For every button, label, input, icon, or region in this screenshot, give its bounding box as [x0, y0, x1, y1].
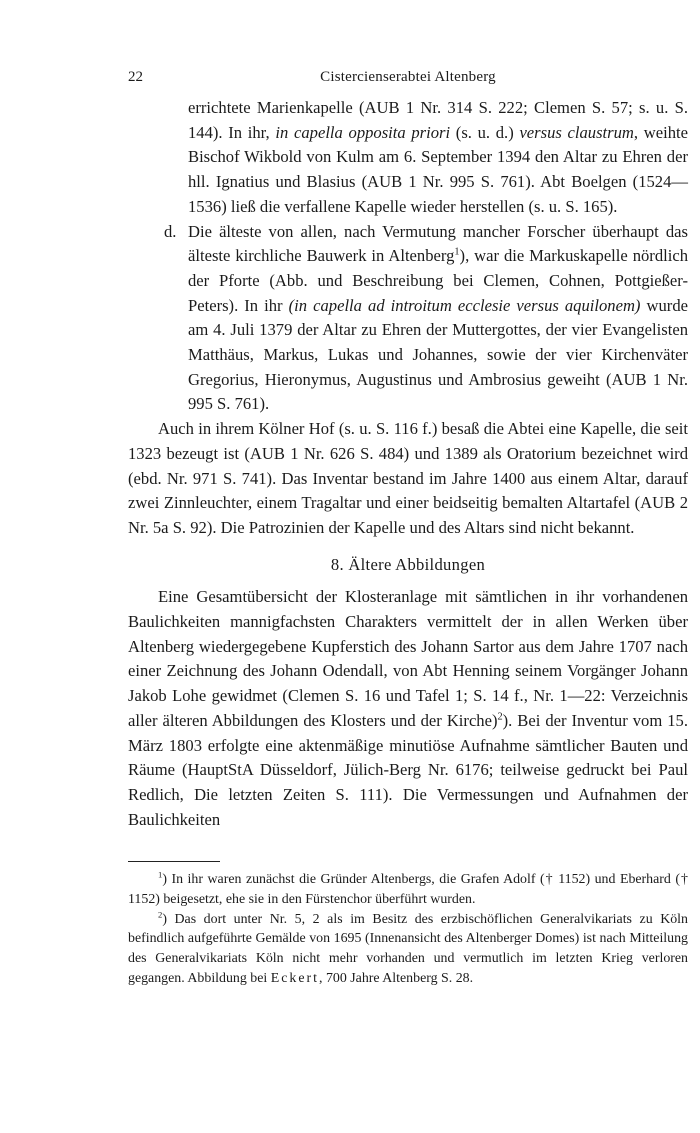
running-title: Cistercienserabtei Altenberg	[320, 69, 496, 85]
footnote-1	[128, 870, 688, 910]
list-item-c-continuation	[128, 96, 688, 220]
latin-phrase: versus claustrum	[519, 122, 634, 142]
page-header	[128, 66, 688, 88]
footnote-reference: 1	[454, 246, 460, 258]
list-marker: d.	[164, 221, 177, 241]
author-name: Eckert	[270, 970, 319, 986]
footnote-reference: 2	[497, 711, 503, 723]
footnote-marker: 1	[158, 869, 163, 880]
paragraph-koelner-hof: Auch in ihrem Kölner Hof (s. u. S. 116 f.) besaß die Abtei eine Kapelle, die seit 1323 bezeugt ist (AUB 1 Nr. 626 S. 484) und 1389 als Oratorium bezeichnet wird (ebd. Nr. 971 S. 741). Das Inventar bestand im Jahre 1400 aus einem Altar, darauf zwei Zinnleuchter, einem Tragaltar und einer beidseitig bemalten Altartafel (AUB 2 Nr. 5a S. 92). Die Patrozinien der Kapelle und des Altars sind nicht bekannt.	[128, 419, 688, 537]
text-segment: Eine Gesamtübersicht der Klosteranlage mit sämtlichen in ihr vorhandenen Baulichkeiten mannigfachsten Charakters vermittelt der in allen Werken über Altenberg wiedergegebene Kupferstich des Johann Sartor aus dem Jahre 1707 nach einer Zeichnung des Johann Odendall, von Abt Henning seinem Vorgänger Johann Jakob Lohe gewidmet (Clemen S. 16 und Tafel 1; S. 14 f., Nr. 1—22: Verzeichnis aller älteren Abbildungen des Klosters und der Kirche)	[128, 587, 688, 730]
text-segment: ). Bei der Inventur vom 15. März 1803 erfolgte eine aktenmäßige minutiöse Aufnahme sämtlicher Bauten und Räume (HauptStA Düsseldorf, Jülich-Berg Nr. 6176; teilweise gedruckt bei Paul Redlich, Die letzten Zeiten S. 111). Die Vermessungen und Aufnahmen der Baulichkeiten	[128, 710, 688, 829]
text-segment: Die älteste von allen, nach Vermutung mancher Forscher überhaupt das älteste kirchliche Bauwerk in Altenberg	[188, 221, 688, 266]
page-number: 22	[128, 69, 143, 85]
footnote-text: , 700 Jahre Altenberg S. 28.	[319, 970, 474, 986]
footnote-2	[128, 910, 688, 989]
footnotes	[128, 870, 688, 989]
text-segment: , weihte Bischof Wikbold von Kulm am 6. September 1394 den Altar zu Ehren der hll. Ignatius und Blasius (AUB 1 Nr. 995 S. 761). Abt Boelgen (1524—1536) ließ die verfallene Kapelle wieder herstellen (s. u. S. 165).	[188, 122, 688, 216]
footnote-text: ) In ihr waren zunächst die Gründer Altenbergs, die Grafen Adolf († 1152) und Eberhard († 1152) beigesetzt, ehe sie in den Fürstenchor überführt wurden.	[128, 872, 688, 907]
latin-phrase: (in capella ad introitum ecclesie versus aquilonem)	[288, 295, 641, 315]
main-text	[128, 96, 688, 832]
footnote-marker: 2	[158, 908, 163, 919]
text-segment: ), war die Markuskapelle nördlich der Pforte (Abb. und Beschreibung bei Clemen, Cohnen, Pottgießer-Peters). In ihr	[188, 246, 688, 315]
footnote-divider	[128, 861, 220, 862]
section-heading: 8. Ältere Abbildungen	[330, 554, 486, 574]
list-item-d	[128, 220, 688, 418]
text-segment: errichtete Marienkapelle (AUB 1 Nr. 314 S. 222; Clemen S. 57; s. u. S. 144). In ihr,	[188, 98, 688, 142]
text-segment: (s. u. d.)	[450, 122, 520, 142]
footnote-text: ) Das dort unter Nr. 5, 2 als im Besitz des erzbischöflichen Generalvikariats zu Köln befindlich aufgeführte Gemälde von 1695 (Innenansicht des Altenberger Domes) ist nach Mitteilung des Generalvikariats Köln nicht mehr vorhanden und vermutlich im letzten Krieg verloren gegangen. Abbildung bei	[128, 911, 688, 986]
latin-phrase: in capella opposita priori	[275, 122, 451, 142]
text-segment: wurde am 4. Juli 1379 der Altar zu Ehren der Muttergottes, der vier Evangelisten Matthäus, Markus, Lukas und Johannes, sowie der vier Kirchenväter Gregorius, Hieronymus, Augustinus und Ambrosius geweiht (AUB 1 Nr. 995 S. 761).	[188, 295, 688, 414]
paragraph-abbildungen	[128, 585, 688, 832]
